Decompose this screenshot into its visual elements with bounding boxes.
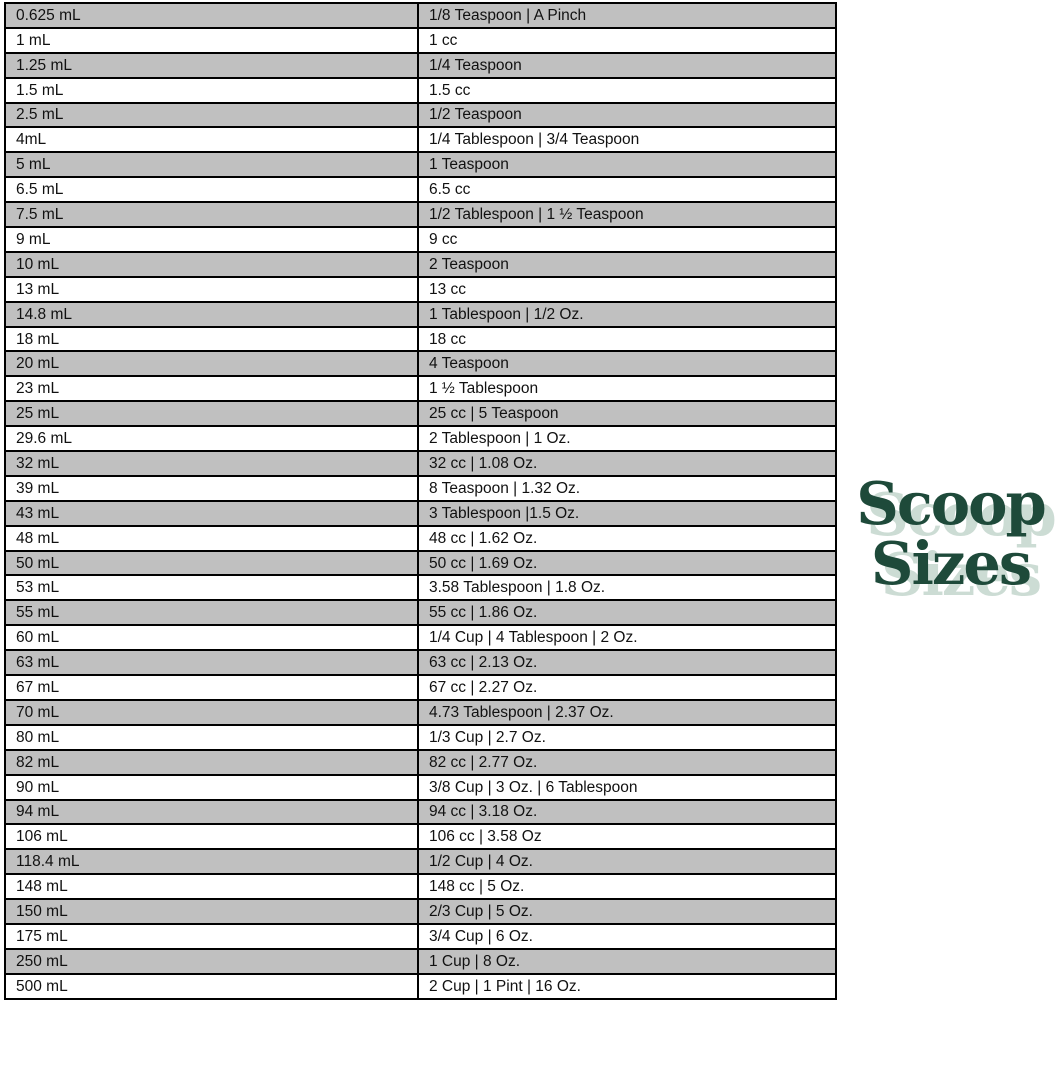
conversion-cell: 4 Teaspoon <box>418 351 836 376</box>
conversion-cell: 63 cc | 2.13 Oz. <box>418 650 836 675</box>
conversion-cell: 3.58 Tablespoon | 1.8 Oz. <box>418 575 836 600</box>
conversion-cell: 1/3 Cup | 2.7 Oz. <box>418 725 836 750</box>
table-row <box>5 526 836 551</box>
ml-cell: 53 mL <box>5 575 418 600</box>
conversion-cell: 18 cc <box>418 327 836 352</box>
ml-cell: 9 mL <box>5 227 418 252</box>
conversion-cell: 1/2 Cup | 4 Oz. <box>418 849 836 874</box>
conversion-cell: 3 Tablespoon |1.5 Oz. <box>418 501 836 526</box>
ml-cell: 4mL <box>5 127 418 152</box>
ml-cell: 1.25 mL <box>5 53 418 78</box>
conversion-cell: 1/4 Tablespoon | 3/4 Teaspoon <box>418 127 836 152</box>
conversion-cell: 1/2 Tablespoon | 1 ½ Teaspoon <box>418 202 836 227</box>
conversion-cell: 94 cc | 3.18 Oz. <box>418 800 836 825</box>
conversion-cell: 1 ½ Tablespoon <box>418 376 836 401</box>
conversion-cell: 1.5 cc <box>418 78 836 103</box>
scoop-size-conversion-table <box>4 2 837 1000</box>
conversion-cell: 25 cc | 5 Teaspoon <box>418 401 836 426</box>
table-row <box>5 849 836 874</box>
ml-cell: 94 mL <box>5 800 418 825</box>
ml-cell: 32 mL <box>5 451 418 476</box>
table-row <box>5 725 836 750</box>
conversion-cell: 2 Tablespoon | 1 Oz. <box>418 426 836 451</box>
conversion-cell: 1/4 Cup | 4 Tablespoon | 2 Oz. <box>418 625 836 650</box>
table-row <box>5 775 836 800</box>
table-row <box>5 824 836 849</box>
table-row <box>5 202 836 227</box>
conversion-cell: 1 cc <box>418 28 836 53</box>
conversion-cell: 1 Teaspoon <box>418 152 836 177</box>
conversion-cell: 3/8 Cup | 3 Oz. | 6 Tablespoon <box>418 775 836 800</box>
conversion-cell: 6.5 cc <box>418 177 836 202</box>
table-row <box>5 750 836 775</box>
ml-cell: 48 mL <box>5 526 418 551</box>
ml-cell: 18 mL <box>5 327 418 352</box>
table-row <box>5 28 836 53</box>
conversion-cell: 55 cc | 1.86 Oz. <box>418 600 836 625</box>
conversion-cell: 32 cc | 1.08 Oz. <box>418 451 836 476</box>
conversion-cell: 50 cc | 1.69 Oz. <box>418 551 836 576</box>
conversion-cell: 82 cc | 2.77 Oz. <box>418 750 836 775</box>
ml-cell: 13 mL <box>5 277 418 302</box>
conversion-cell: 106 cc | 3.58 Oz <box>418 824 836 849</box>
ml-cell: 6.5 mL <box>5 177 418 202</box>
conversion-cell: 1 Tablespoon | 1/2 Oz. <box>418 302 836 327</box>
conversion-cell: 1 Cup | 8 Oz. <box>418 949 836 974</box>
conversion-cell: 1/4 Teaspoon <box>418 53 836 78</box>
ml-cell: 5 mL <box>5 152 418 177</box>
conversion-cell: 1/2 Teaspoon <box>418 103 836 128</box>
ml-cell: 23 mL <box>5 376 418 401</box>
table-row <box>5 600 836 625</box>
conversion-cell: 2 Cup | 1 Pint | 16 Oz. <box>418 974 836 999</box>
ml-cell: 118.4 mL <box>5 849 418 874</box>
table-row <box>5 899 836 924</box>
table-row <box>5 103 836 128</box>
table-row <box>5 949 836 974</box>
table-row <box>5 351 836 376</box>
table-row <box>5 252 836 277</box>
table-row <box>5 874 836 899</box>
table-row <box>5 53 836 78</box>
table-row <box>5 302 836 327</box>
logo-line-2: Sizes <box>870 529 1031 599</box>
ml-cell: 70 mL <box>5 700 418 725</box>
conversion-cell: 48 cc | 1.62 Oz. <box>418 526 836 551</box>
conversion-cell: 13 cc <box>418 277 836 302</box>
table-row <box>5 800 836 825</box>
ml-cell: 55 mL <box>5 600 418 625</box>
conversion-cell: 3/4 Cup | 6 Oz. <box>418 924 836 949</box>
ml-cell: 39 mL <box>5 476 418 501</box>
table-row <box>5 451 836 476</box>
ml-cell: 2.5 mL <box>5 103 418 128</box>
ml-cell: 7.5 mL <box>5 202 418 227</box>
table-row <box>5 78 836 103</box>
ml-cell: 82 mL <box>5 750 418 775</box>
conversion-cell: 2/3 Cup | 5 Oz. <box>418 899 836 924</box>
conversion-cell: 67 cc | 2.27 Oz. <box>418 675 836 700</box>
table-row <box>5 426 836 451</box>
table-row <box>5 401 836 426</box>
table-row <box>5 277 836 302</box>
ml-cell: 150 mL <box>5 899 418 924</box>
ml-cell: 60 mL <box>5 625 418 650</box>
table-row <box>5 327 836 352</box>
ml-cell: 20 mL <box>5 351 418 376</box>
conversion-table-body <box>5 3 836 999</box>
ml-cell: 148 mL <box>5 874 418 899</box>
ml-cell: 10 mL <box>5 252 418 277</box>
conversion-cell: 2 Teaspoon <box>418 252 836 277</box>
table-row <box>5 650 836 675</box>
table-row <box>5 152 836 177</box>
ml-cell: 1.5 mL <box>5 78 418 103</box>
scoop-sizes-logo <box>838 469 1063 599</box>
conversion-cell: 1/8 Teaspoon | A Pinch <box>418 3 836 28</box>
table-row <box>5 227 836 252</box>
logo-line-1: Scoop <box>856 469 1045 538</box>
ml-cell: 80 mL <box>5 725 418 750</box>
table-row <box>5 924 836 949</box>
table-row <box>5 575 836 600</box>
table-row <box>5 127 836 152</box>
table-row <box>5 675 836 700</box>
ml-cell: 1 mL <box>5 28 418 53</box>
table-row <box>5 974 836 999</box>
ml-cell: 106 mL <box>5 824 418 849</box>
table-row <box>5 3 836 28</box>
table-row <box>5 177 836 202</box>
conversion-cell: 148 cc | 5 Oz. <box>418 874 836 899</box>
conversion-cell: 4.73 Tablespoon | 2.37 Oz. <box>418 700 836 725</box>
ml-cell: 25 mL <box>5 401 418 426</box>
conversion-cell: 8 Teaspoon | 1.32 Oz. <box>418 476 836 501</box>
ml-cell: 29.6 mL <box>5 426 418 451</box>
ml-cell: 250 mL <box>5 949 418 974</box>
ml-cell: 14.8 mL <box>5 302 418 327</box>
ml-cell: 175 mL <box>5 924 418 949</box>
ml-cell: 500 mL <box>5 974 418 999</box>
ml-cell: 90 mL <box>5 775 418 800</box>
table-row <box>5 625 836 650</box>
ml-cell: 63 mL <box>5 650 418 675</box>
table-row <box>5 501 836 526</box>
ml-cell: 43 mL <box>5 501 418 526</box>
table-row <box>5 551 836 576</box>
conversion-cell: 9 cc <box>418 227 836 252</box>
table-row <box>5 476 836 501</box>
ml-cell: 67 mL <box>5 675 418 700</box>
ml-cell: 50 mL <box>5 551 418 576</box>
table-row <box>5 700 836 725</box>
table-row <box>5 376 836 401</box>
ml-cell: 0.625 mL <box>5 3 418 28</box>
